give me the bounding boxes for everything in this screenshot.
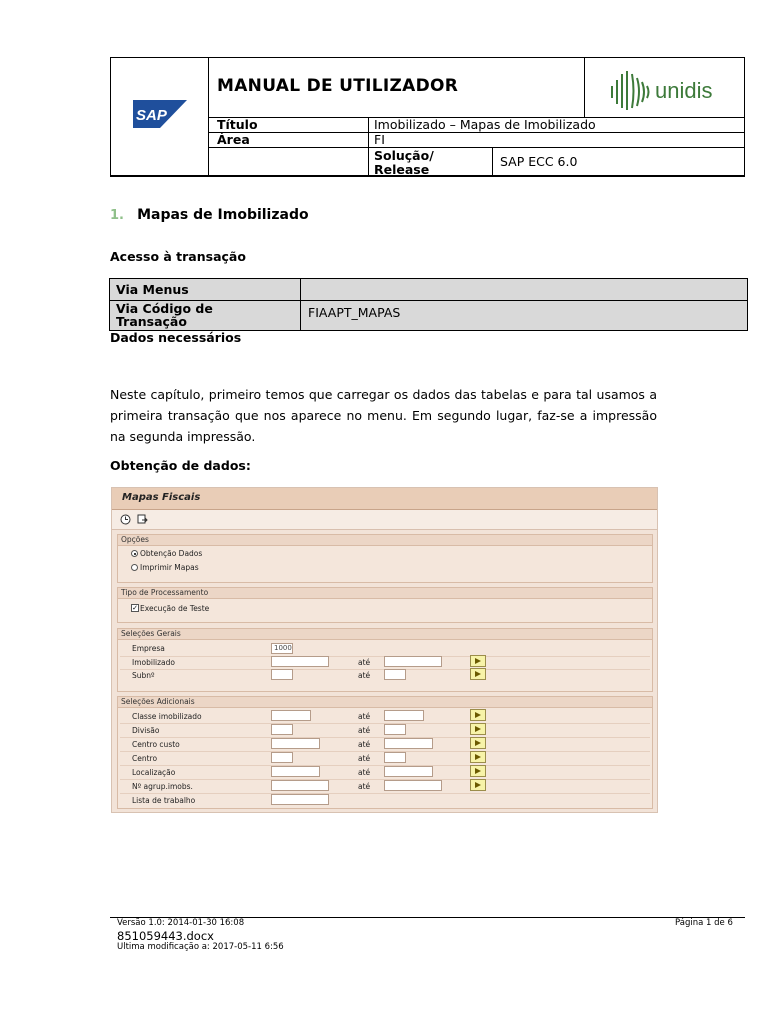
area-label: Área bbox=[217, 132, 250, 147]
area-value: FI bbox=[374, 132, 385, 147]
imobilizado-to-input[interactable] bbox=[384, 656, 442, 667]
section-number: 1. bbox=[110, 208, 124, 223]
imobilizado-from-input[interactable] bbox=[271, 656, 329, 667]
localizacao-to-input[interactable] bbox=[384, 766, 433, 777]
header-divider bbox=[492, 147, 493, 175]
tipo-title: Tipo de Processamento bbox=[118, 588, 652, 599]
subno-from-input[interactable] bbox=[271, 669, 293, 680]
ate-label: até bbox=[358, 740, 371, 749]
obtencao-heading: Obtenção de dados: bbox=[110, 458, 251, 473]
footer-modified: Ultima modificação a: 2017-05-11 6:56 bbox=[117, 942, 284, 952]
lista-trabalho-input[interactable] bbox=[271, 794, 329, 805]
multiple-selection-button[interactable] bbox=[470, 709, 486, 721]
ate-label: até bbox=[358, 754, 371, 763]
multiple-selection-button[interactable] bbox=[470, 723, 486, 735]
selecoes-adicionais-group bbox=[117, 696, 653, 809]
release-label bbox=[374, 149, 434, 177]
centro-from-input[interactable] bbox=[271, 752, 293, 763]
multiple-selection-button[interactable] bbox=[470, 655, 486, 667]
adicionais-title: Seleções Adicionais bbox=[118, 697, 652, 708]
divisao-to-input[interactable] bbox=[384, 724, 406, 735]
sap-logo bbox=[133, 100, 187, 128]
gerais-title: Seleções Gerais bbox=[118, 629, 652, 640]
execute-icon[interactable] bbox=[120, 514, 131, 525]
radio-obtencao-dados[interactable] bbox=[131, 550, 138, 557]
svg-text:SAP: SAP bbox=[136, 107, 167, 124]
multiple-selection-button[interactable] bbox=[470, 737, 486, 749]
release-label-line1: Solução/ bbox=[374, 148, 434, 163]
intro-paragraph: Neste capítulo, primeiro temos que carregar os dados das tabelas e para tal usamos a primeira transação que nos aparece no menu. Em segundo lugar, faz-se a impressão na segunda impressão. bbox=[110, 387, 657, 444]
footer-version: Versão 1.0: 2014-01-30 16:08 bbox=[117, 918, 245, 928]
header-divider bbox=[208, 132, 744, 133]
empresa-label: Empresa bbox=[132, 644, 165, 653]
title-value: Imobilizado – Mapas de Imobilizado bbox=[374, 117, 596, 132]
unidis-wordmark: unidis bbox=[655, 78, 713, 103]
localizacao-label: Localização bbox=[132, 768, 176, 777]
ate-label: até bbox=[358, 671, 371, 680]
via-menus-label: Via Menus bbox=[116, 282, 189, 297]
execucao-teste-checkbox[interactable]: ✓ bbox=[132, 604, 138, 612]
footer-filename: 851059443.docx bbox=[117, 929, 214, 943]
access-divider bbox=[300, 279, 301, 330]
sap-toolbar bbox=[112, 510, 657, 530]
radio-label-obtencao: Obtenção Dados bbox=[140, 549, 203, 558]
sap-screen bbox=[111, 487, 658, 813]
access-heading: Acesso à transação bbox=[110, 249, 246, 264]
ate-label: até bbox=[358, 726, 371, 735]
ate-label: até bbox=[358, 768, 371, 777]
ate-label: até bbox=[358, 712, 371, 721]
access-table bbox=[109, 278, 748, 331]
variant-icon[interactable] bbox=[137, 514, 148, 525]
ate-label: até bbox=[358, 658, 371, 667]
localizacao-from-input[interactable] bbox=[271, 766, 320, 777]
subno-to-input[interactable] bbox=[384, 669, 406, 680]
lista-trabalho-label: Lista de trabalho bbox=[132, 796, 196, 805]
row-separator bbox=[120, 793, 650, 794]
release-label-line2: Release bbox=[374, 162, 430, 177]
sap-titlebar bbox=[112, 488, 657, 510]
execucao-teste-label: Execução de Teste bbox=[140, 604, 210, 613]
radio-imprimir-mapas[interactable] bbox=[131, 564, 138, 571]
agrup-imobs-to-input[interactable] bbox=[384, 780, 442, 791]
tipo-processamento-group bbox=[117, 587, 653, 623]
section-heading bbox=[110, 204, 309, 223]
multiple-selection-button[interactable] bbox=[470, 668, 486, 680]
centro-custo-from-input[interactable] bbox=[271, 738, 320, 749]
multiple-selection-button[interactable] bbox=[470, 779, 486, 791]
multiple-selection-button[interactable] bbox=[470, 751, 486, 763]
opcoes-title: Opções bbox=[118, 535, 652, 546]
unidis-logo bbox=[608, 66, 743, 111]
multiple-selection-button[interactable] bbox=[470, 765, 486, 777]
centro-to-input[interactable] bbox=[384, 752, 406, 763]
document-title: MANUAL DE UTILIZADOR bbox=[217, 76, 459, 96]
release-value: SAP ECC 6.0 bbox=[500, 154, 578, 169]
centro-label: Centro bbox=[132, 754, 158, 763]
via-codigo-label-line2: Transação bbox=[116, 314, 187, 329]
classe-to-input[interactable] bbox=[384, 710, 424, 721]
radio-label-imprimir: Imprimir Mapas bbox=[140, 563, 199, 572]
classe-from-input[interactable] bbox=[271, 710, 311, 721]
dados-heading: Dados necessários bbox=[110, 330, 242, 345]
classe-imobilizado-label: Classe imobilizado bbox=[132, 712, 202, 721]
header-divider bbox=[584, 58, 585, 117]
section-title: Mapas de Imobilizado bbox=[137, 207, 309, 223]
header-divider bbox=[208, 147, 744, 148]
header-table bbox=[110, 57, 745, 177]
agrup-imobs-label: Nº agrup.imobs. bbox=[132, 782, 193, 791]
via-codigo-label bbox=[116, 302, 213, 328]
centro-custo-to-input[interactable] bbox=[384, 738, 433, 749]
subno-label: Subnº bbox=[132, 671, 155, 680]
opcoes-group bbox=[117, 534, 653, 583]
divisao-label: Divisão bbox=[132, 726, 160, 735]
title-label: Título bbox=[217, 117, 258, 132]
ate-label: até bbox=[358, 782, 371, 791]
divisao-from-input[interactable] bbox=[271, 724, 293, 735]
centro-custo-label: Centro custo bbox=[132, 740, 180, 749]
sap-screen-title: Mapas Fiscais bbox=[122, 492, 201, 503]
via-codigo-label-line1: Via Código de bbox=[116, 301, 213, 316]
header-divider bbox=[368, 117, 369, 175]
selecoes-gerais-group bbox=[117, 628, 653, 692]
footer-page: Página 1 de 6 bbox=[675, 918, 733, 928]
empresa-input[interactable]: 1000 bbox=[271, 643, 293, 654]
imobilizado-label: Imobilizado bbox=[132, 658, 176, 667]
agrup-imobs-from-input[interactable] bbox=[271, 780, 329, 791]
transaction-code: FIAAPT_MAPAS bbox=[308, 305, 401, 320]
